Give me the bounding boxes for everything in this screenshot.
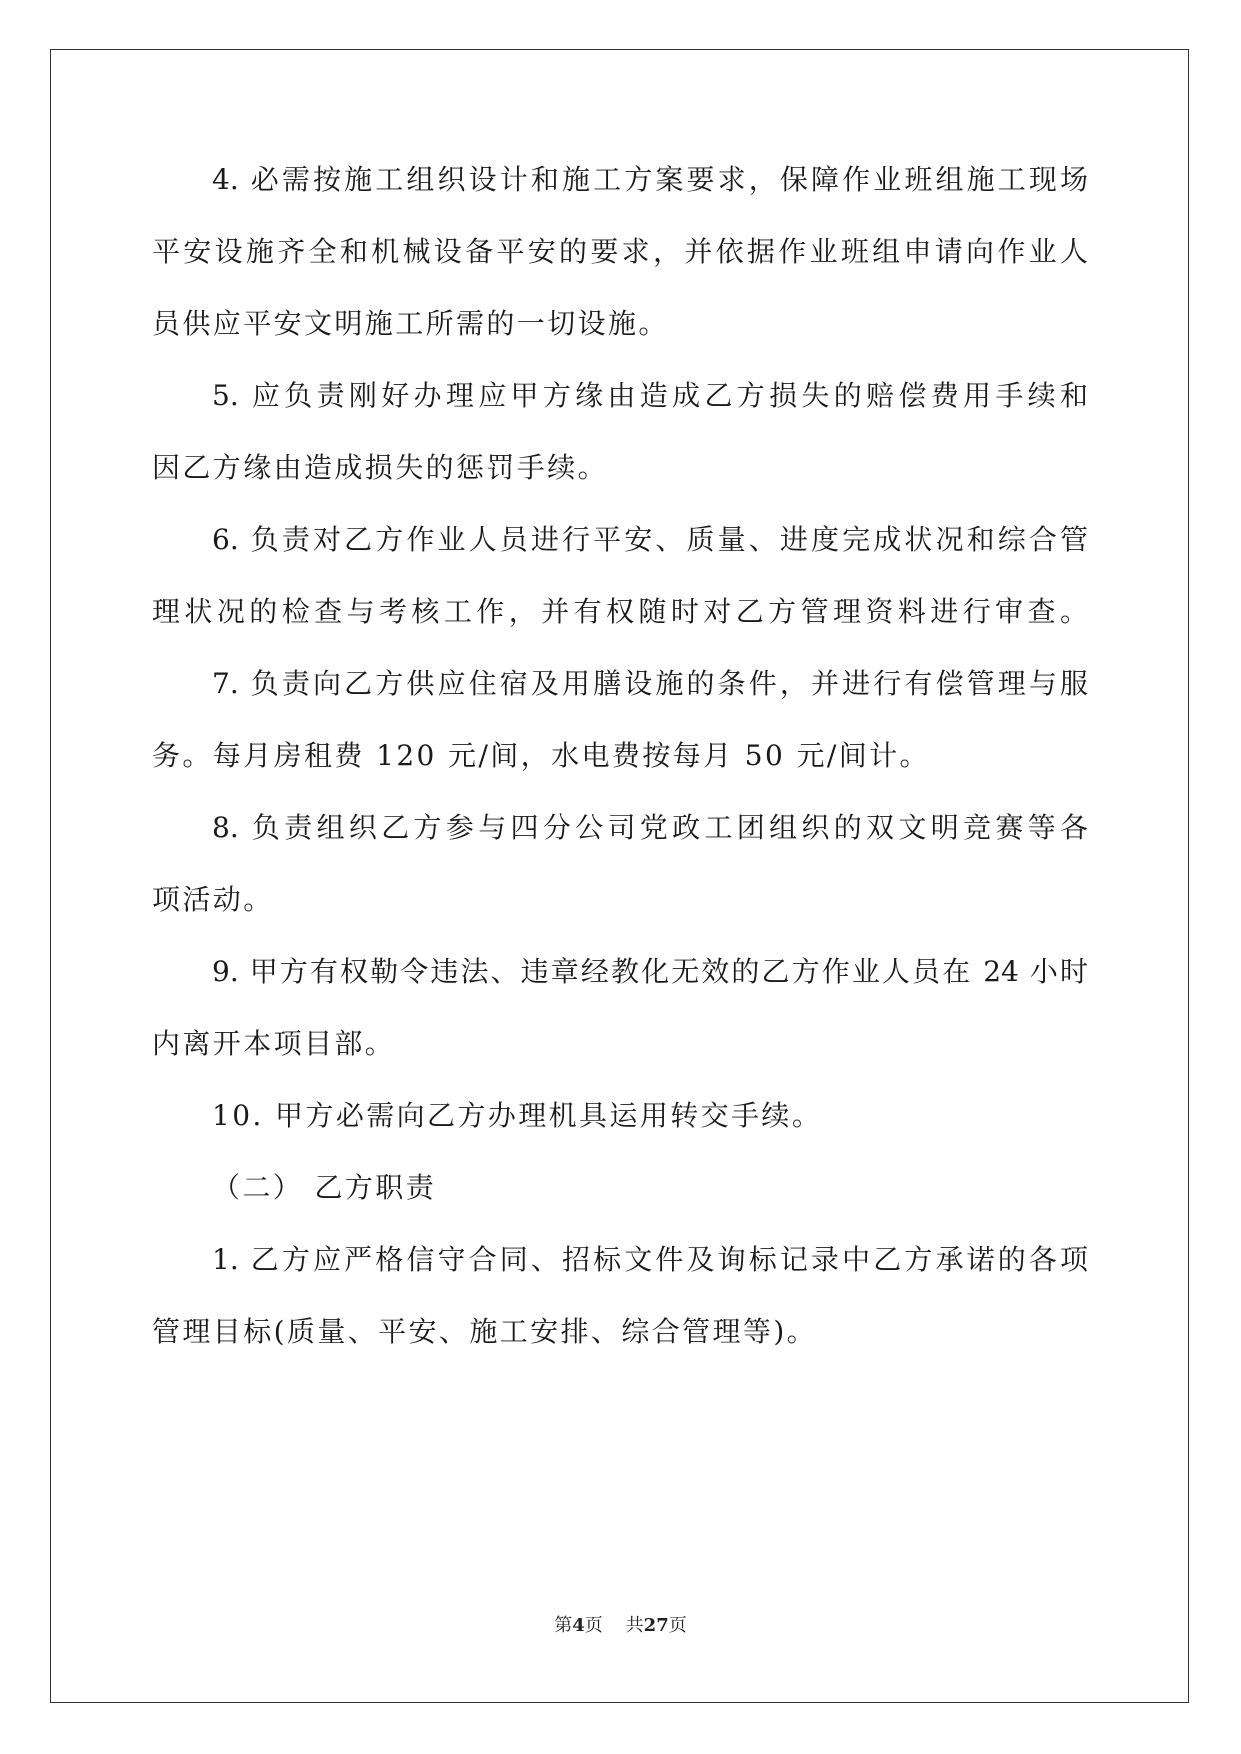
paragraph-line: 员供应平安文明施工所需的一切设施。 [152,307,669,340]
current-page-number: 4 [572,1615,585,1636]
paragraph-line: 项活动。 [152,883,274,916]
paragraph-line: 内离开本项目部。 [152,1027,396,1060]
paragraph-line: 理状况的检查与考核工作，并有权随时对乙方管理资料进行审查。 [152,595,1088,628]
paragraph-line: 1. 乙方应严格信守合同、招标文件及询标记录中乙方承诺的各项 [212,1243,1088,1276]
page-border [50,49,1189,1703]
paragraph-line: 管理目标(质量、平安、施工安排、综合管理等)。 [152,1315,818,1348]
paragraph-line: 6. 负责对乙方作业人员进行平安、质量、进度完成状况和综合管 [212,523,1088,556]
paragraph-line: 平安设施齐全和机械设备平安的要求，并依据作业班组申请向作业人 [152,235,1088,268]
paragraph-line: 10. 甲方必需向乙方办理机具运用转交手续。 [212,1099,823,1132]
footer-prefix: 第 [554,1615,573,1636]
footer-middle: 页 共 [584,1615,644,1636]
section-heading: （二） 乙方职责 [212,1171,437,1204]
page-number-footer [0,1614,1241,1638]
paragraph-line: 4. 必需按施工组织设计和施工方案要求，保障作业班组施工现场 [212,163,1088,196]
paragraph-line: 9. 甲方有权勒令违法、违章经教化无效的乙方作业人员在 24 小时 [212,955,1088,988]
paragraph-line: 务。每月房租费 120 元/间，水电费按每月 50 元/间计。 [152,739,930,772]
paragraph-line: 8. 负责组织乙方参与四分公司党政工团组织的双文明竞赛等各 [212,811,1088,844]
paragraph-line: 5. 应负责刚好办理应甲方缘由造成乙方损失的赔偿费用手续和 [212,379,1088,412]
total-pages-number: 27 [643,1615,669,1636]
footer-suffix: 页 [668,1615,687,1636]
paragraph-line: 7. 负责向乙方供应住宿及用膳设施的条件，并进行有偿管理与服 [212,667,1088,700]
paragraph-line: 因乙方缘由造成损失的惩罚手续。 [152,451,609,484]
